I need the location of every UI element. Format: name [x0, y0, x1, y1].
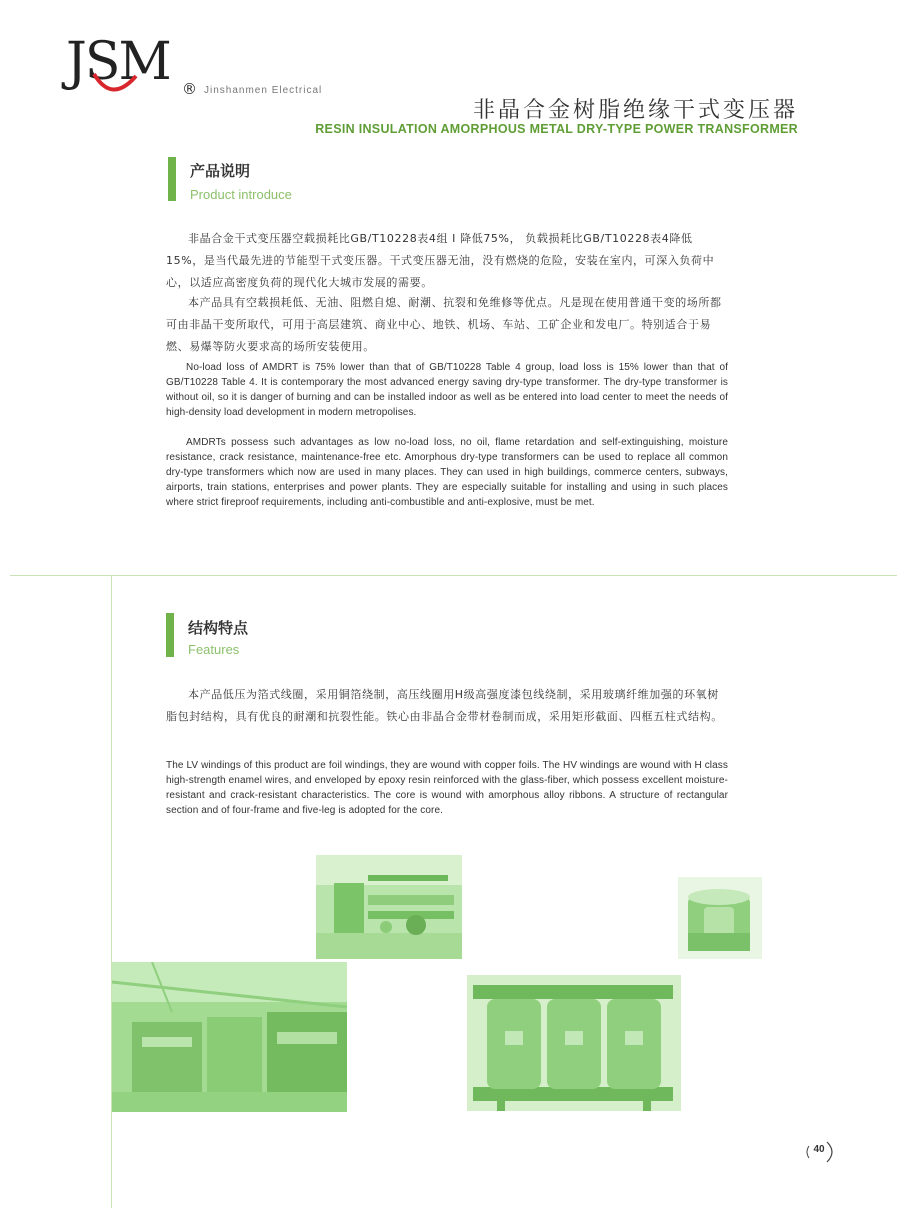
winding-machine-photo: [316, 855, 462, 959]
horizontal-divider: [10, 575, 897, 576]
section-bar: [166, 613, 174, 657]
registered-mark: ®: [182, 80, 197, 98]
section-heading-cn: 产品说明: [190, 162, 251, 180]
factory-floor-photo: [112, 962, 347, 1112]
transformer-photo: [467, 975, 681, 1111]
section-heading-en: Product introduce: [190, 187, 292, 202]
page-number: [805, 1140, 837, 1164]
section-heading-cn: 结构特点: [188, 619, 249, 637]
brand-logo: JSM: [66, 32, 170, 92]
company-name: Jinshanmen Electrical: [204, 85, 323, 96]
section-bar: [168, 157, 176, 201]
intro-en-paragraph-1: No-load loss of AMDRT is 75% lower than that of GB/T10228 Table 4 group, load loss is 15% lower than that of GB/T10228 Table 4. It is contemporary the most advanced energy saving dry-type transformer. The dry-type transformer is without oil, so it is danger of burning and can be installed indoor as well as be entered into load center to meet the needs of high-density load development in modern metropolises.: [166, 362, 728, 418]
features-cn-paragraph: 本产品低压为箔式线圈，采用铜箔绕制，高压线圈用H级高强度漆包线绕制，采用玻璃纤维加强的环氧树脂包封结构，具有优良的耐潮和抗裂性能。铁心由非晶合金带材卷制而成，采用矩形截面、四框五柱式结构。: [166, 688, 723, 723]
features-en-paragraph: The LV windings of this product are foil windings, they are wound with copper foils. The HV windings are wound with H class high-strength enamel wires, and enveloped by epoxy resin reinforced with the glass-fiber, which possess excellent moisture-resistant and crack-resistant characteristics. The core is wound with amorphous alloy ribbons. A structure of rectangular section and of four-frame and five-leg is adopted for the core.: [166, 760, 728, 816]
intro-cn-paragraph-2: 本产品具有空载损耗低、无油、阻燃自熄、耐潮、抗裂和免维修等优点。凡是现在使用普通干变的场所都可由非晶干变所取代，可用于高层建筑、商业中心、地铁、机场、车站、工矿企业和发电厂。特别适合于易燃、易爆等防火要求高的场所安装使用。: [166, 296, 722, 353]
page-title-cn: 非晶合金树脂绝缘干式变压器: [472, 98, 798, 123]
intro-cn-paragraph-1: 非晶合金干式变压器空载损耗比GB/T10228表4组 Ⅰ 降低75%， 负载损耗比GB/T10228表4降低15%，是当代最先进的节能型干式变压器。干式变压器无油，没有燃烧的危险，安装在室内，可深入负荷中心，以适应高密度负荷的现代化大城市发展的需要。: [166, 232, 715, 289]
section-heading-en: Features: [188, 642, 240, 657]
intro-en-paragraph-2: AMDRTs possess such advantages as low no-load loss, no oil, flame retardation and self-extinguishing, moisture resistance, crack resistance, maintenance-free etc. Amorphous dry-type transformers can be used to replace all common dry-type transformers which now are used in many places. They can used in high buildings, commerce centers, subways, airports, train stations, enterprises and power plants. They are especially suitable for installing and using in such places where strict fireproof requirements, including anti-combustible and anti-explosive, must be met.: [166, 437, 728, 508]
vertical-divider: [111, 576, 112, 1208]
page-title-en: RESIN INSULATION AMORPHOUS METAL DRY-TYPE POWER TRANSFORMER: [315, 122, 798, 136]
page-number-text: 40: [813, 1144, 825, 1155]
amorphous-core-photo: [678, 877, 762, 959]
logo-swoosh-icon: [92, 70, 138, 100]
